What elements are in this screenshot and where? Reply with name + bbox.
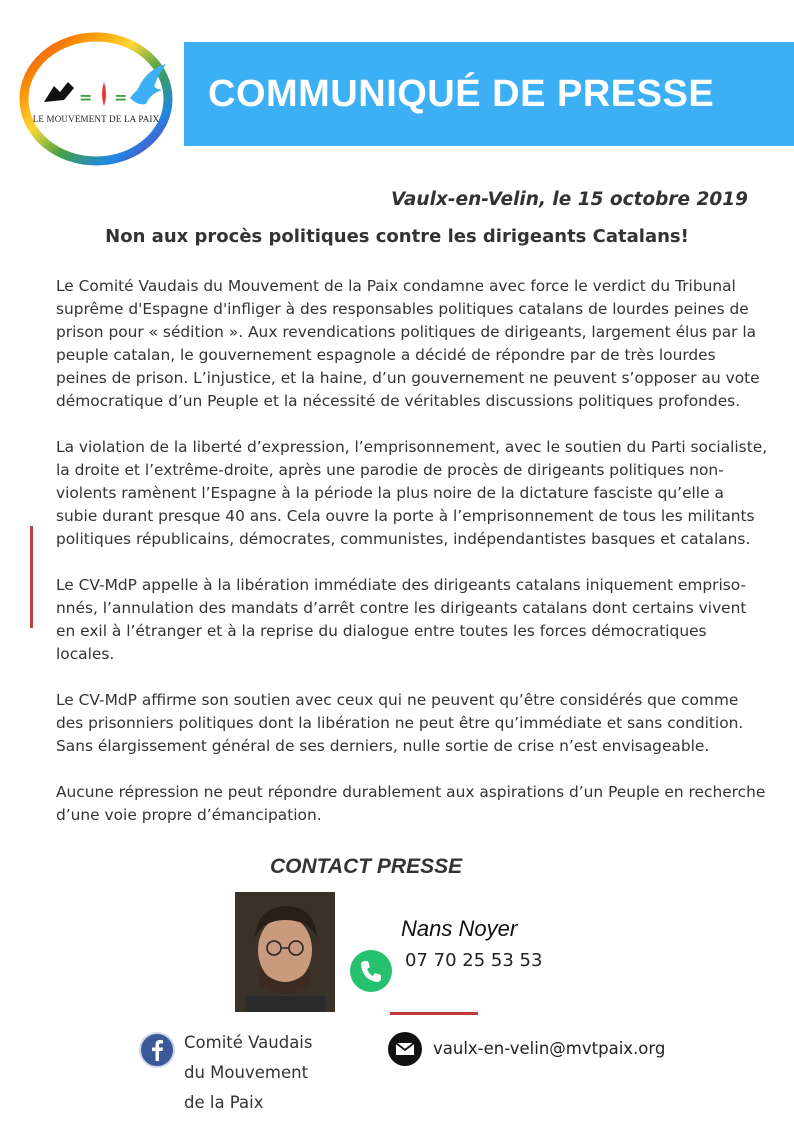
org-line: Comité Vaudais [184,1033,313,1052]
wheat-icon [102,82,106,106]
organization-name [184,1028,344,1118]
org-line: du Mouvement [184,1063,309,1082]
article-body [56,275,768,850]
logo-ring-icon [16,30,176,168]
phone-icon [350,950,392,992]
facebook-icon[interactable] [139,1032,175,1068]
page-title: COMMUNIQUÉ DE PRESSE [208,72,715,115]
paragraph: Le CV-MdP affirme son soutien avec ceux qui ne peuvent qu’être considérés que comme des prisonniers politiques dont la libération ne peut être qu’immédiate et sans condition. Sans élargissement général de ses derniers, nulle sortie de crise n’est envisageable. [56,691,744,755]
contact-name: Nans Noyer [401,916,518,941]
logo-mouvement-de-la-paix [16,30,176,168]
contact-phone[interactable]: 07 70 25 53 53 [405,950,543,971]
org-line: de la Paix [184,1093,264,1112]
svg-text:=: = [114,88,128,107]
contact-photo [235,892,335,1012]
divider [390,1012,478,1015]
contact-title: CONTACT PRESSE [270,855,463,878]
header-banner [184,42,794,146]
contact-email[interactable]: vaulx-en-velin@mvtpaix.org [433,1039,666,1058]
logo-text: LE MOUVEMENT DE LA PAIX [32,114,160,124]
portrait-image [235,892,335,1012]
paragraph: La violation de la liberté d’expression, l’emprisonnement, avec le soutien du Parti socialiste, la droite et l’extrême-droite, après une parodie de procès de dirigeants politiques non-violents ramènent l’Espagne à la période la plus noire de la dictature fasciste qu’elle a subie durant presque 40 ans. Cela ouvre la porte à l’emprisonnement de tous les militants politiques républicains, démocrates, communistes, indépendantistes basques et catalans. [56,438,768,548]
headline: Non aux procès politiques contre les dirigeants Catalans! [105,226,689,247]
svg-text:=: = [79,88,93,107]
paragraph: Aucune répression ne peut répondre durablement aux aspirations d’un Peuple en recherche d’une voie propre d’émancipation. [56,783,766,824]
dateline: Vaulx-en-Velin, le 15 octobre 2019 [391,189,748,210]
hands-icon [44,82,74,102]
paragraph: Le Comité Vaudais du Mouvement de la Paix condamne avec force le verdict du Tribunal suprême d'Espagne d'infliger à des responsables politiques catalans de lourdes peines de prison pour « sédition ». Aux revendications politiques de dirigeants, largement élus par la peuple catalan, le gouvernement espagnole a décidé de répondre par de très lourdes peines de prison. L’injustice, et la haine, d’un gouvernement ne peuvent s’opposer au vote démocratique d’un Peuple et la nécessité de véritables discussions politiques profondes. [56,277,760,410]
paragraph: Le CV-MdP appelle à la libération immédiate des dirigeants catalans iniquement empriso-nnés, l’annulation des mandats d’arrêt contre les dirigeants catalans dont certains vivent en exil à l’étranger et à la reprise du dialogue entre toutes les forces démocratiques locales. [56,576,747,663]
mail-icon [388,1032,422,1066]
accent-bar [30,526,33,628]
